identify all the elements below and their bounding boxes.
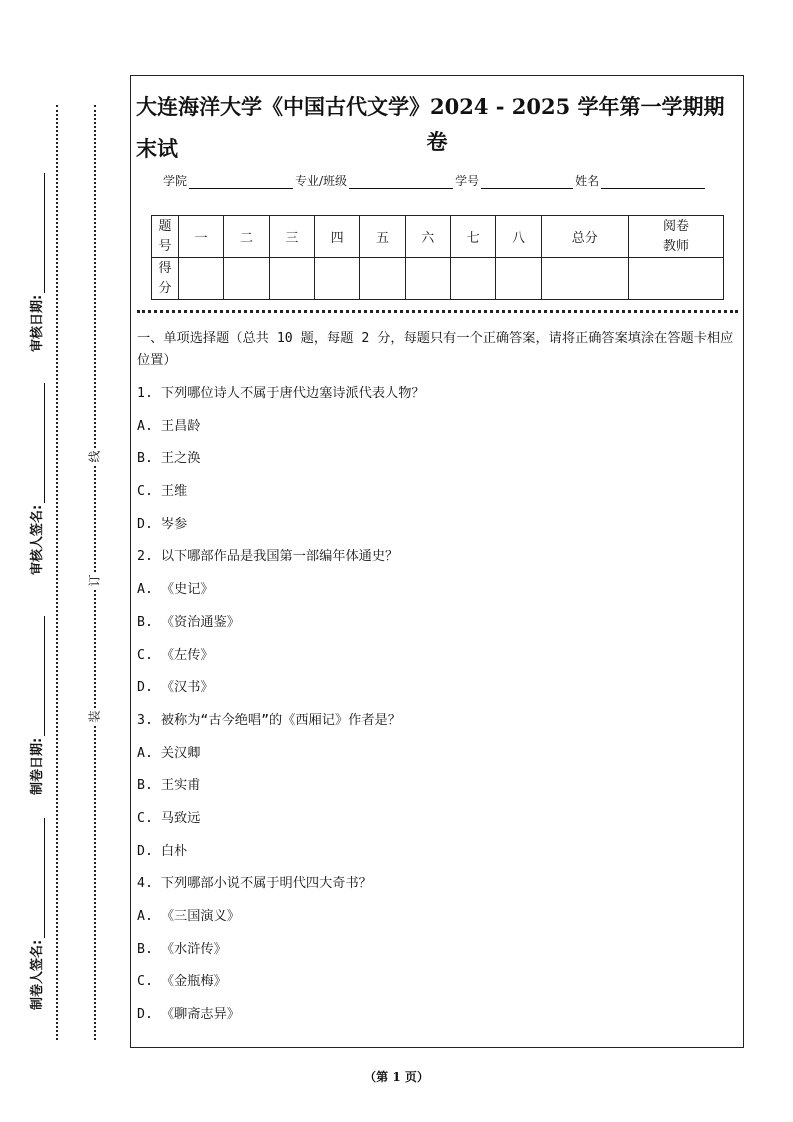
major-class-field[interactable] [349,174,453,189]
score-cell-5[interactable] [360,258,405,300]
reviewer-header: 阅卷 教师 [629,216,724,258]
exam-title: 大连海洋大学《中国古代文学》2024 - 2025 学年第一学期期末试 [136,94,725,161]
score-label: 得 分 [152,258,179,300]
score-table [151,215,724,300]
option-item[interactable]: A. 王昌龄 [137,418,201,434]
col-total: 总分 [541,216,628,258]
score-cell-4[interactable] [314,258,359,300]
score-cell-1[interactable] [179,258,224,300]
option-item[interactable]: C. 马致远 [137,810,201,826]
option-item[interactable]: A. 关汉卿 [137,745,201,761]
college-field[interactable] [189,174,293,189]
section-heading: 一、单项选择题（总共 10 题，每题 2 分，每题只有一个正确答案，请将正确答案填涂在答题卡相应位置） [137,331,734,368]
option-item[interactable]: D. 《聊斋志异》 [137,1007,240,1023]
major-class-label: 专业/班级 [295,174,348,188]
col-7: 七 [450,216,495,258]
make-date-label: 制卷日期: [28,575,48,795]
maker-signature-label: 制卷人签名: [28,790,48,1010]
review-date-label: 审核日期: [28,132,48,352]
exam-title-continued: 卷 [426,129,448,154]
score-cell-7[interactable] [450,258,495,300]
section-divider [137,310,738,313]
col-1: 一 [179,216,224,258]
student-info-row [163,172,707,189]
score-cell-8[interactable] [496,258,541,300]
col-5: 五 [360,216,405,258]
cut-line-char: 线 [87,450,102,463]
student-id-label: 学号 [455,174,480,188]
col-4: 四 [314,216,359,258]
option-item[interactable]: B. 《资治通鉴》 [137,614,240,630]
name-field[interactable] [601,174,705,189]
cut-fold-char: 装 [87,710,102,723]
question-stem: 2. 以下哪部作品是我国第一部编年体通史？ [137,549,399,565]
col-6: 六 [405,216,450,258]
score-cell-6[interactable] [405,258,450,300]
question-stem: 4. 下列哪部小说不属于明代四大奇书？ [137,876,372,892]
college-label: 学院 [163,174,188,188]
option-item[interactable]: C. 王维 [137,484,188,500]
student-id-field[interactable] [481,174,573,189]
option-item[interactable]: D. 白朴 [137,843,188,859]
option-item[interactable]: D. 《汉书》 [137,680,214,696]
option-item[interactable]: C. 《左传》 [137,647,214,663]
page-number: （第 1 页） [364,1070,429,1084]
exam-content [137,328,741,1032]
question-number-header: 题 号 [152,216,179,258]
score-cell-reviewer[interactable] [629,258,724,300]
question-stem: 3. 被称为“古今绝唱”的《西厢记》作者是？ [137,712,401,728]
score-cell-total[interactable] [541,258,628,300]
name-label: 姓名 [575,174,600,188]
question-stem: 1. 下列哪位诗人不属于唐代边塞诗派代表人物？ [137,386,425,401]
option-item[interactable]: D. 岑参 [137,516,188,532]
option-item[interactable]: A. 《史记》 [137,582,214,598]
score-header-row [152,216,724,258]
binding-dotted-line-outer [56,105,58,1040]
score-cell-3[interactable] [269,258,314,300]
reviewer-signature-label: 审核人签名: [28,355,48,575]
option-item[interactable]: A. 《三国演义》 [137,909,240,924]
option-item[interactable]: C. 《金瓶梅》 [137,974,227,990]
col-3: 三 [269,216,314,258]
col-2: 二 [224,216,269,258]
option-item[interactable]: B. 王之涣 [137,451,201,467]
option-item[interactable]: B. 《水浒传》 [137,941,227,957]
score-row [152,258,724,300]
score-cell-2[interactable] [224,258,269,300]
option-item[interactable]: B. 王实甫 [137,778,201,794]
col-8: 八 [496,216,541,258]
cut-bind-char: 订 [87,574,102,587]
